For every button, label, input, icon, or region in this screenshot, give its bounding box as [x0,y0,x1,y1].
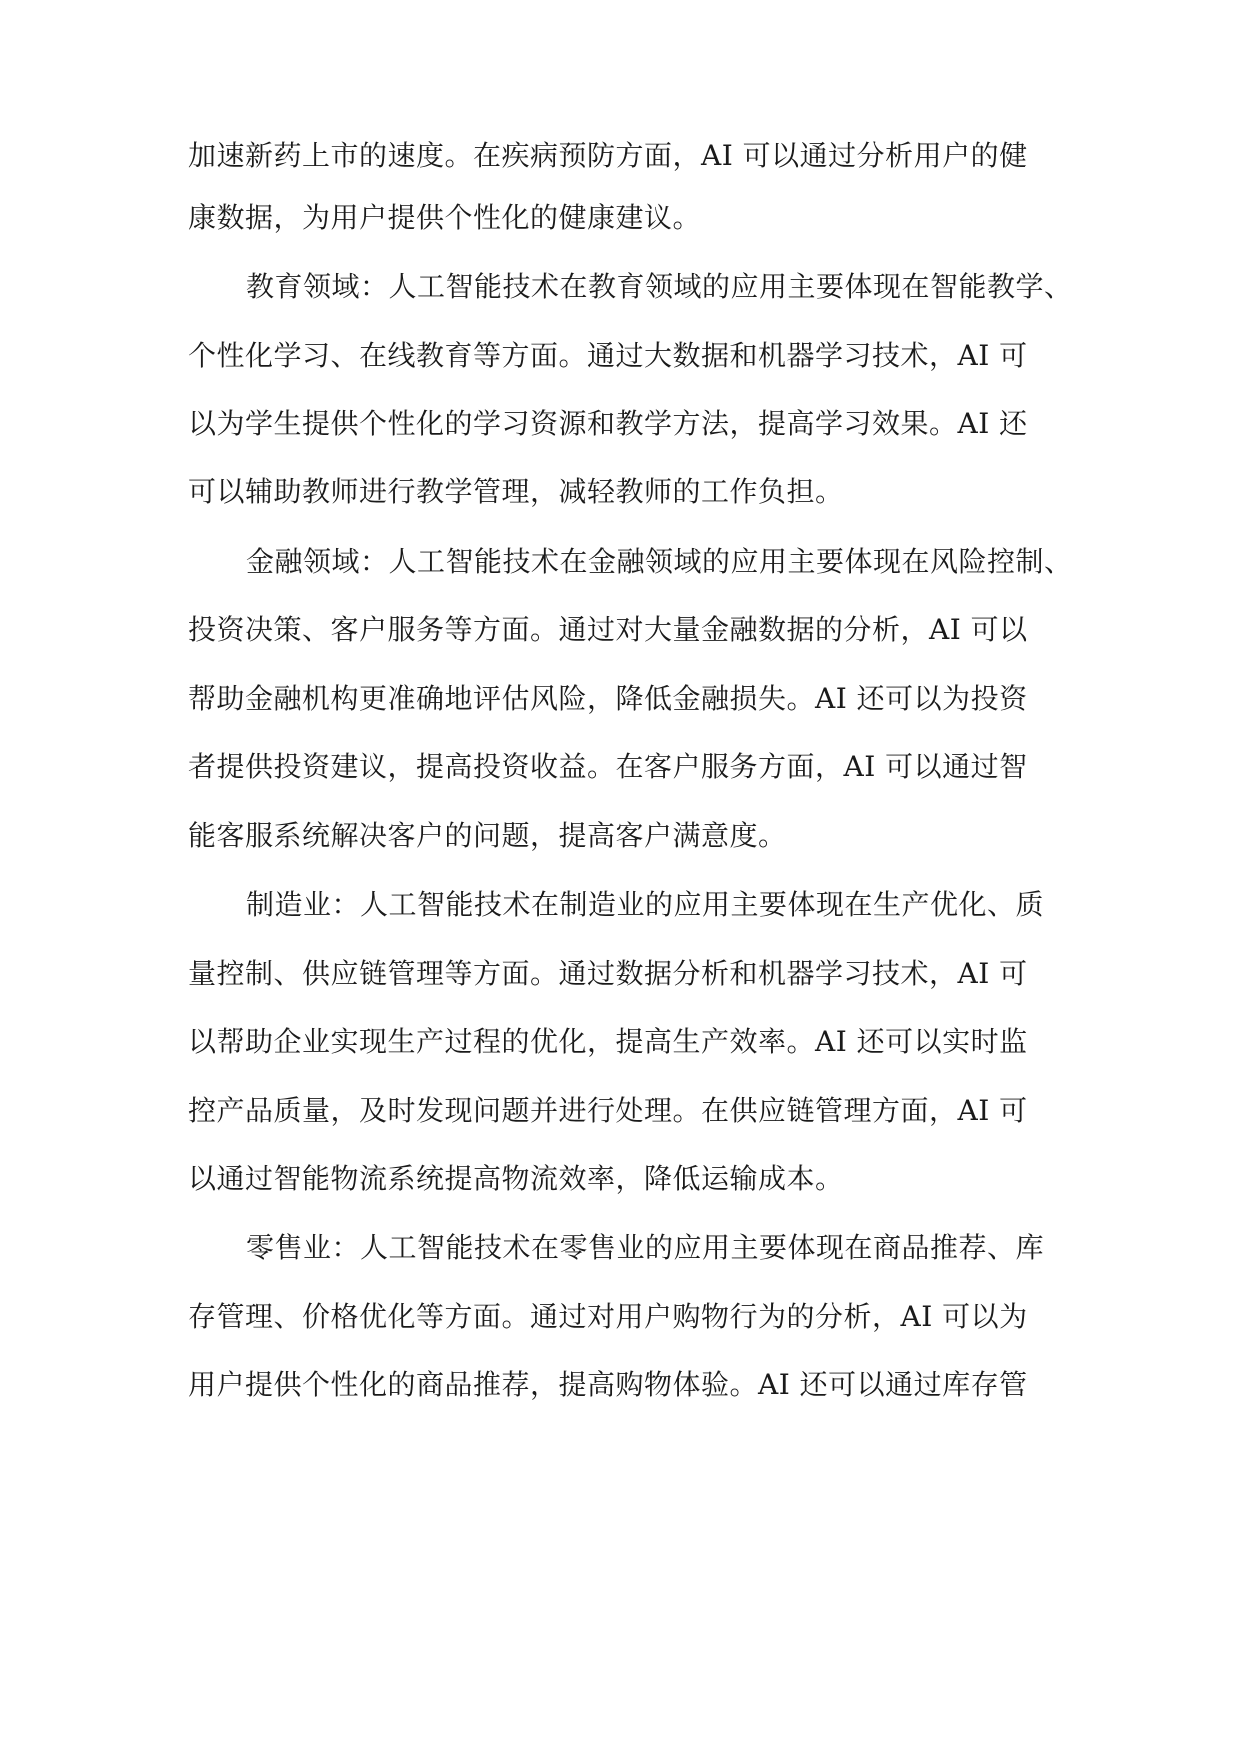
text-line: 康数据，为用户提供个性化的健康建议。 [188,201,702,234]
text-line: 以通过智能物流系统提高物流效率，降低运输成本。 [188,1162,844,1195]
text-line: 控产品质量，及时发现问题并进行处理。在供应链管理方面，AI 可 [188,1094,1028,1127]
text-line: 投资决策、客户服务等方面。通过对大量金融数据的分析，AI 可以 [188,613,1028,646]
paragraph-start-line: 零售业：人工智能技术在零售业的应用主要体现在商品推荐、库 [246,1231,1045,1264]
text-line: 个性化学习、在线教育等方面。通过大数据和机器学习技术，AI 可 [188,339,1028,372]
text-line: 以为学生提供个性化的学习资源和教学方法，提高学习效果。AI 还 [188,407,1028,440]
text-line: 量控制、供应链管理等方面。通过数据分析和机器学习技术，AI 可 [188,957,1028,990]
text-line: 以帮助企业实现生产过程的优化，提高生产效率。AI 还可以实时监 [188,1025,1028,1058]
text-line: 可以辅助教师进行教学管理，减轻教师的工作负担。 [188,475,844,508]
text-line: 用户提供个性化的商品推荐，提高购物体验。AI 还可以通过库存管 [188,1368,1028,1401]
paragraph-start-line: 金融领域：人工智能技术在金融领域的应用主要体现在风险控制、 [246,545,1073,578]
text-line: 能客服系统解决客户的问题，提高客户满意度。 [188,819,787,852]
text-line: 存管理、价格优化等方面。通过对用户购物行为的分析，AI 可以为 [188,1300,1028,1333]
paragraph-start-line: 制造业：人工智能技术在制造业的应用主要体现在生产优化、质 [246,888,1045,921]
paragraph-start-line: 教育领域：人工智能技术在教育领域的应用主要体现在智能教学、 [246,270,1073,303]
text-line: 帮助金融机构更准确地评估风险，降低金融损失。AI 还可以为投资 [188,682,1028,715]
text-line: 者提供投资建议，提高投资收益。在客户服务方面，AI 可以通过智 [188,750,1028,783]
text-line: 加速新药上市的速度。在疾病预防方面，AI 可以通过分析用户的健 [188,139,1028,172]
